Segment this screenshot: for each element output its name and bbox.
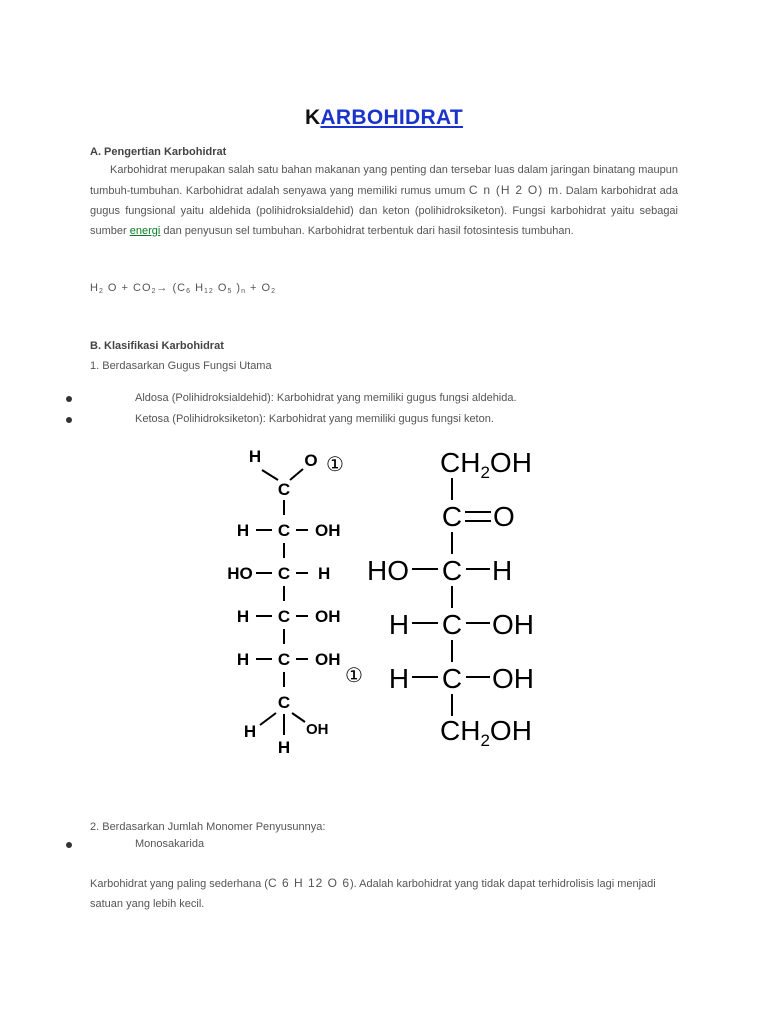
classification-2-heading: 2. Berdasarkan Jumlah Monomer Penyusunnya:	[90, 821, 326, 833]
aldose-c6-bottom-h: H	[277, 738, 291, 757]
ketose-c5-left: H	[388, 663, 410, 694]
ketose-bottom-oh: OH	[489, 715, 532, 746]
aldose-c3-left: HO	[227, 564, 253, 583]
reaction-close: )	[236, 282, 242, 294]
reaction-sub: 2	[151, 288, 157, 295]
reaction-sub: n	[241, 288, 246, 295]
reaction-h: H	[195, 282, 205, 294]
ketose-c5: C	[441, 663, 463, 694]
ketose-bottom-sub: 2	[480, 731, 490, 750]
ketose-c4: C	[441, 609, 463, 640]
section-b-heading: B. Klasifikasi Karbohidrat	[90, 340, 224, 352]
aldose-c1: C	[277, 480, 291, 499]
ketose-c3-left: HO	[367, 555, 409, 586]
aldose-top-h: H	[248, 447, 262, 466]
ketose-carbonyl-o: O	[493, 501, 515, 532]
title-first-letter: K	[304, 106, 321, 129]
aldose-c6-h: H	[243, 722, 257, 741]
ketose-c4-left: H	[388, 609, 410, 640]
ketose-c5-right: OH	[492, 663, 534, 694]
ketose-c3: C	[441, 555, 463, 586]
energi-link[interactable]: energi	[129, 225, 161, 237]
bullet-dot	[66, 842, 72, 848]
monosakarida-paragraph	[90, 873, 678, 914]
aldose-c6-oh: OH	[306, 721, 329, 738]
reaction-c: (C	[172, 282, 187, 294]
aldose-c3-right: H	[318, 564, 331, 583]
para-text-1: Karbohidrat merupakan salah satu bahan makanan yang penting dan tersebar luas dalam jaringan binatang maupun tumbuh-tumbuhan. Karbohidrat adalah senyawa yang memiliki rumus umum	[90, 164, 678, 197]
aldose-c2-right: OH	[315, 521, 341, 540]
aldose-c4-left: H	[236, 607, 250, 626]
reaction-sub: 6	[186, 288, 191, 295]
aldose-c5-right: OH	[315, 650, 341, 669]
reaction-h: H	[90, 282, 99, 294]
ketose-bottom-ch: CH	[440, 715, 481, 746]
aldose-c4-right: OH	[315, 607, 341, 626]
ketose-c4-right: OH	[492, 609, 534, 640]
mono-text-1: Karbohidrat yang paling sederhana (	[90, 878, 268, 890]
aldosa-bullet-text: Aldosa (Polihidroksialdehid): Karbohidrat yang memiliki gugus fungsi aldehida.	[135, 392, 517, 404]
aldose-c4: C	[277, 607, 291, 626]
general-formula: C n (H 2 O) m	[468, 183, 560, 197]
aldose-bond	[260, 713, 276, 725]
ketose-top-sub: 2	[480, 463, 490, 482]
ketosa-bullet-text: Ketosa (Polihidroksiketon): Karbohidrat yang memiliki gugus fungsi keton.	[135, 413, 494, 425]
reaction-o: O	[217, 282, 228, 294]
reaction-sub: 12	[204, 288, 214, 295]
aldose-bond	[290, 469, 303, 480]
aldose-bond	[262, 470, 278, 480]
ketose-structure	[367, 447, 534, 750]
aldose-top-o: O	[304, 451, 318, 470]
mono-text-2: ). Adalah karbohidrat yang tidak dapat terhidrolisis lagi menjadi satuan yang lebih kecil.	[90, 878, 656, 910]
ketose-top-oh: OH	[489, 447, 532, 478]
reaction-sub: 5	[227, 288, 233, 295]
circled-one-mark: ①	[326, 454, 344, 476]
ketose-top-group	[440, 447, 532, 482]
aldose-c5-left: H	[236, 650, 250, 669]
reaction-sub: 2	[98, 288, 104, 295]
aldose-bond	[292, 713, 305, 722]
para-text-2: . Dalam karbohidrat ada gugus fungsional yaitu aldehida (polihidroksialdehid) dan keton (polihidroksiketon). Fungsi karbohidrat yaitu sebagai sumber	[90, 185, 679, 237]
aldose-c6: C	[277, 693, 291, 712]
ketose-bottom-group	[440, 715, 532, 750]
reaction-sub: 2	[271, 288, 276, 295]
aldose-c2: C	[277, 521, 291, 540]
monosakarida-bullet-text: Monosakarida	[135, 838, 205, 850]
aldose-c5: C	[277, 650, 291, 669]
ketose-top-ch: CH	[440, 447, 481, 478]
section-a-heading: A. Pengertian Karbohidrat	[90, 146, 227, 158]
classification-1-heading: 1. Berdasarkan Gugus Fungsi Utama	[90, 360, 272, 372]
reaction-o: + O	[250, 282, 272, 294]
circled-one-mark: ①	[345, 665, 363, 687]
para-text-3: dan penyusun sel tumbuhan. Karbohidrat terbentuk dari hasil fotosintesis tumbuhan.	[163, 225, 574, 237]
aldose-structure	[227, 447, 363, 757]
ketose-c2: C	[441, 501, 463, 532]
reaction-o-co: O + CO	[107, 282, 152, 294]
title-link[interactable]: ARBOHIDRAT	[320, 106, 464, 129]
reaction-arrow: →	[156, 282, 169, 294]
ketose-c3-right: H	[492, 555, 513, 586]
glucose-formula: C 6 H 12 O 6	[267, 876, 350, 890]
aldose-c2-left: H	[236, 521, 250, 540]
aldose-c3: C	[277, 564, 291, 583]
